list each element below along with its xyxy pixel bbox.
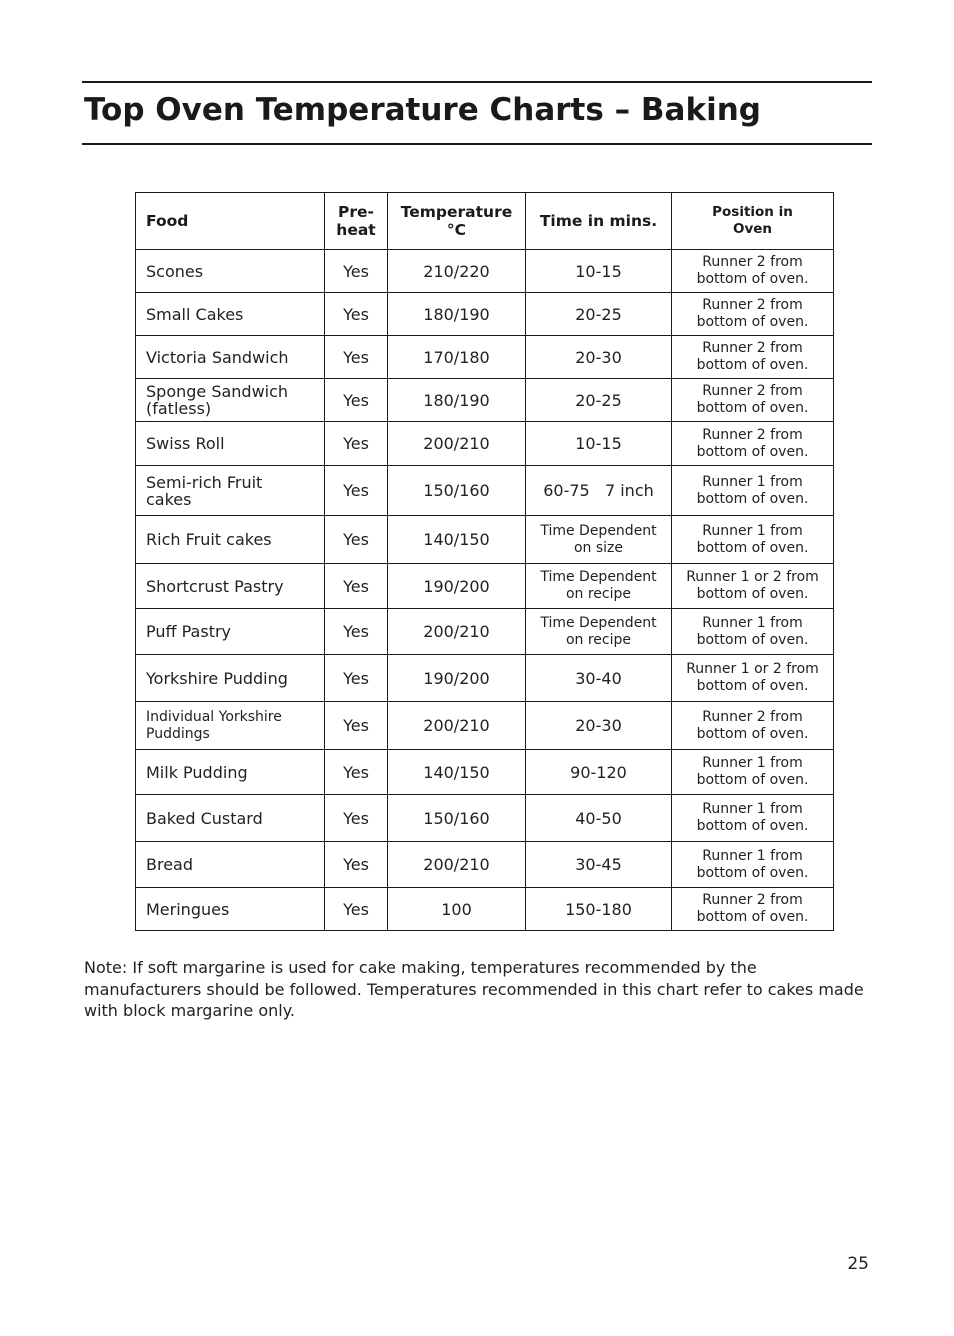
position-line1: Runner 1 from	[702, 847, 803, 864]
time-cell: 20-30	[526, 702, 672, 750]
position-line1: Runner 2 from	[702, 383, 803, 399]
position-cell	[672, 842, 834, 888]
temperature-cell: 180/190	[388, 379, 526, 422]
food-cell: Shortcrust Pastry	[136, 564, 325, 609]
position-cell	[672, 466, 834, 516]
time-cell: 20-25	[526, 293, 672, 336]
table-row	[136, 795, 834, 842]
header-temperature	[388, 193, 526, 250]
margarine-note: Note: If soft margarine is used for cake making, temperatures recommended by the manufacturers should be followed. Temperatures recommended in this chart refer to cakes made with block margarine only.	[84, 958, 864, 1020]
position-line1: Runner 2 from	[702, 340, 803, 356]
position-line1: Runner 2 from	[702, 254, 803, 270]
header-position	[672, 193, 834, 250]
time-cell: 10-15	[526, 422, 672, 466]
position-cell	[672, 888, 834, 931]
time-line1: Time Dependent	[540, 569, 657, 585]
food-cell	[136, 379, 325, 422]
time-line2: on recipe	[565, 631, 632, 648]
temperature-cell: 150/160	[388, 466, 526, 516]
table-row	[136, 842, 834, 888]
temperature-cell: 180/190	[388, 293, 526, 336]
preheat-cell: Yes	[325, 336, 388, 379]
position-line1: Runner 1 from	[702, 614, 803, 631]
time-cell: 30-45	[526, 842, 672, 888]
table-row	[136, 250, 834, 293]
header-food: Food	[136, 193, 325, 250]
position-line1: Runner 1 from	[702, 522, 803, 539]
temperature-cell: 200/210	[388, 702, 526, 750]
time-cell: 20-25	[526, 379, 672, 422]
position-line1: Runner 1 or 2 from	[686, 569, 819, 585]
time-cell: 90-120	[526, 750, 672, 795]
food-line1: Sponge Sandwich	[146, 382, 289, 401]
time-line1: Time Dependent	[540, 522, 657, 539]
header-temperature-line2: °C	[446, 221, 467, 239]
position-line2: bottom of oven.	[696, 271, 809, 287]
food-cell: Baked Custard	[136, 795, 325, 842]
table-row	[136, 655, 834, 702]
position-line1: Runner 2 from	[702, 297, 803, 313]
preheat-cell: Yes	[325, 702, 388, 750]
preheat-cell: Yes	[325, 293, 388, 336]
position-cell	[672, 750, 834, 795]
table-row	[136, 516, 834, 564]
table-row	[136, 609, 834, 655]
preheat-cell: Yes	[325, 466, 388, 516]
temperature-cell: 210/220	[388, 250, 526, 293]
table-row	[136, 336, 834, 379]
position-line1: Runner 1 from	[702, 801, 803, 817]
time-cell	[526, 516, 672, 564]
position-line1: Runner 1 or 2 from	[686, 661, 819, 677]
preheat-cell: Yes	[325, 250, 388, 293]
page-title: Top Oven Temperature Charts – Baking	[84, 92, 761, 128]
time-line2: on size	[573, 539, 624, 556]
temperature-cell: 170/180	[388, 336, 526, 379]
baking-temperature-table	[135, 192, 834, 931]
position-line2: bottom of oven.	[696, 539, 809, 556]
time-cell	[526, 609, 672, 655]
food-cell: Meringues	[136, 888, 325, 931]
time-line2: on recipe	[565, 586, 632, 602]
time-line1: Time Dependent	[540, 614, 657, 631]
position-line1: Runner 1 from	[702, 473, 803, 490]
preheat-cell: Yes	[325, 609, 388, 655]
food-line1: Semi-rich Fruit	[146, 472, 263, 492]
preheat-cell: Yes	[325, 516, 388, 564]
position-line2: bottom of oven.	[696, 314, 809, 330]
food-cell: Swiss Roll	[136, 422, 325, 466]
header-time: Time in mins.	[526, 193, 672, 250]
preheat-cell: Yes	[325, 422, 388, 466]
header-preheat	[325, 193, 388, 250]
time-cell: 150-180	[526, 888, 672, 931]
position-line2: bottom of oven.	[696, 631, 809, 648]
time-cell	[526, 564, 672, 609]
table-row	[136, 564, 834, 609]
position-line2: bottom of oven.	[696, 490, 809, 507]
food-cell: Yorkshire Pudding	[136, 655, 325, 702]
food-cell: Milk Pudding	[136, 750, 325, 795]
preheat-cell: Yes	[325, 888, 388, 931]
time-cell: 60-75 7 inch	[526, 466, 672, 516]
position-line1: Runner 1 from	[702, 755, 803, 771]
header-preheat-line2: heat	[336, 221, 376, 239]
position-line2: bottom of oven.	[696, 678, 809, 694]
table-row	[136, 888, 834, 931]
position-line2: bottom of oven.	[696, 586, 809, 602]
position-line1: Runner 2 from	[702, 892, 803, 908]
title-bottom-rule	[82, 143, 872, 145]
position-line2: bottom of oven.	[696, 864, 809, 881]
position-line1: Runner 2 from	[702, 708, 803, 725]
position-cell	[672, 516, 834, 564]
food-line2: Puddings	[146, 725, 210, 742]
preheat-cell: Yes	[325, 564, 388, 609]
temperature-cell: 190/200	[388, 564, 526, 609]
food-line2: cakes	[146, 489, 192, 509]
table-row	[136, 379, 834, 422]
food-line1: Individual Yorkshire	[146, 708, 282, 725]
position-cell	[672, 422, 834, 466]
time-cell: 20-30	[526, 336, 672, 379]
table-row	[136, 422, 834, 466]
food-cell: Puff Pastry	[136, 609, 325, 655]
header-position-line1: Position in	[712, 204, 793, 220]
position-cell	[672, 250, 834, 293]
table-row	[136, 702, 834, 750]
preheat-cell: Yes	[325, 379, 388, 422]
preheat-cell: Yes	[325, 750, 388, 795]
food-cell: Bread	[136, 842, 325, 888]
position-cell	[672, 609, 834, 655]
temperature-cell: 150/160	[388, 795, 526, 842]
position-line2: bottom of oven.	[696, 400, 809, 416]
title-top-rule	[82, 81, 872, 83]
position-line2: bottom of oven.	[696, 357, 809, 373]
time-cell: 10-15	[526, 250, 672, 293]
food-cell: Small Cakes	[136, 293, 325, 336]
table-row	[136, 293, 834, 336]
temperature-cell: 200/210	[388, 609, 526, 655]
temperature-cell: 100	[388, 888, 526, 931]
position-cell	[672, 702, 834, 750]
preheat-cell: Yes	[325, 842, 388, 888]
position-cell	[672, 795, 834, 842]
preheat-cell: Yes	[325, 655, 388, 702]
table-header-row	[136, 193, 834, 250]
header-temperature-line1: Temperature	[400, 203, 513, 221]
position-cell	[672, 655, 834, 702]
page-number: 25	[847, 1254, 869, 1274]
temperature-cell: 200/210	[388, 422, 526, 466]
position-cell	[672, 336, 834, 379]
position-cell	[672, 564, 834, 609]
header-preheat-line1: Pre-	[338, 203, 374, 221]
preheat-cell: Yes	[325, 795, 388, 842]
food-cell	[136, 466, 325, 516]
position-cell	[672, 293, 834, 336]
time-cell: 40-50	[526, 795, 672, 842]
table-row	[136, 466, 834, 516]
position-line2: bottom of oven.	[696, 818, 809, 834]
temperature-cell: 190/200	[388, 655, 526, 702]
temperature-cell: 140/150	[388, 516, 526, 564]
temperature-cell: 200/210	[388, 842, 526, 888]
time-cell: 30-40	[526, 655, 672, 702]
food-cell: Rich Fruit cakes	[136, 516, 325, 564]
food-cell: Victoria Sandwich	[136, 336, 325, 379]
table-row	[136, 750, 834, 795]
food-line2: (fatless)	[146, 399, 212, 418]
position-cell	[672, 379, 834, 422]
temperature-cell: 140/150	[388, 750, 526, 795]
position-line2: bottom of oven.	[696, 772, 809, 788]
position-line2: bottom of oven.	[696, 443, 809, 460]
position-line2: bottom of oven.	[696, 725, 809, 742]
food-cell	[136, 702, 325, 750]
position-line2: bottom of oven.	[696, 909, 809, 925]
header-position-line2: Oven	[732, 221, 773, 237]
food-cell: Scones	[136, 250, 325, 293]
position-line1: Runner 2 from	[702, 426, 803, 443]
